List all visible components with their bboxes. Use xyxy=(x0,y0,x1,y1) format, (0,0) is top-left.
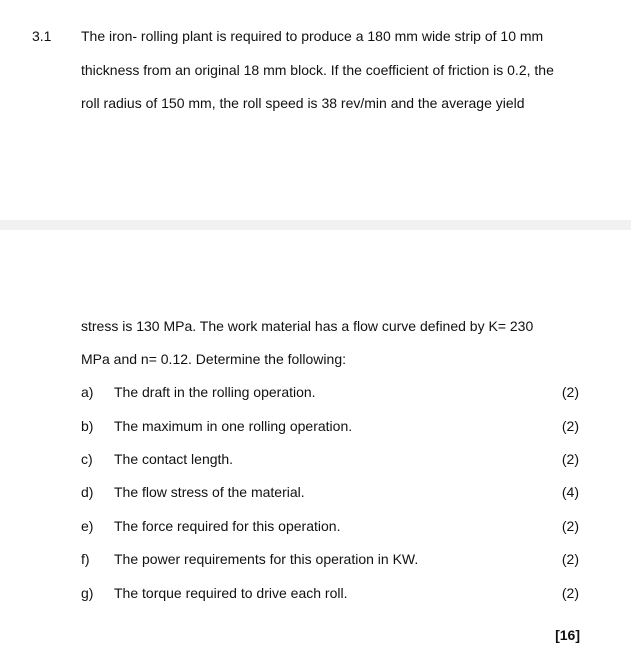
sub-question-letter: b) xyxy=(81,418,94,434)
question-text-line-5: MPa and n= 0.12. Determine the following: xyxy=(81,351,346,367)
sub-question-text: The torque required to drive each roll. xyxy=(114,585,348,601)
sub-question xyxy=(0,483,631,501)
sub-question-letter: c) xyxy=(81,451,93,467)
sub-question xyxy=(0,450,631,468)
question-text-line-1: The iron- rolling plant is required to produce a 180 mm wide strip of 10 mm xyxy=(81,28,544,44)
sub-question-letter: a) xyxy=(81,384,94,400)
sub-question-marks: (2) xyxy=(561,451,579,467)
page-break-gap xyxy=(0,220,631,230)
sub-question-letter: e) xyxy=(81,518,94,534)
question-text-line-4: stress is 130 MPa. The work material has a flow curve defined by K= 230 xyxy=(81,318,534,334)
sub-question-marks: (2) xyxy=(561,585,579,601)
sub-question xyxy=(0,517,631,535)
sub-question-text: The power requirements for this operation in KW. xyxy=(114,551,419,567)
sub-question-marks: (2) xyxy=(561,384,579,400)
sub-question-text: The contact length. xyxy=(114,451,234,467)
sub-question-marks: (4) xyxy=(561,484,579,500)
sub-question-marks: (2) xyxy=(561,551,579,567)
sub-question-text: The force required for this operation. xyxy=(114,518,341,534)
question-number: 3.1 xyxy=(32,28,52,44)
total-marks: [16] xyxy=(555,627,580,643)
sub-question-text: The flow stress of the material. xyxy=(114,484,305,500)
sub-question xyxy=(0,417,631,435)
sub-question-marks: (2) xyxy=(561,418,579,434)
sub-question-letter: f) xyxy=(81,551,90,567)
sub-question-text: The maximum in one rolling operation. xyxy=(114,418,353,434)
sub-question-marks: (2) xyxy=(561,518,579,534)
sub-question xyxy=(0,383,631,401)
sub-question-letter: d) xyxy=(81,484,94,500)
sub-question xyxy=(0,584,631,602)
sub-question xyxy=(0,550,631,568)
sub-question-letter: g) xyxy=(81,585,94,601)
question-text-line-2: thickness from an original 18 mm block. If the coefficient of friction is 0.2, the xyxy=(81,62,554,78)
sub-question-text: The draft in the rolling operation. xyxy=(114,384,316,400)
question-text-line-3: roll radius of 150 mm, the roll speed is 38 rev/min and the average yield xyxy=(81,95,525,111)
